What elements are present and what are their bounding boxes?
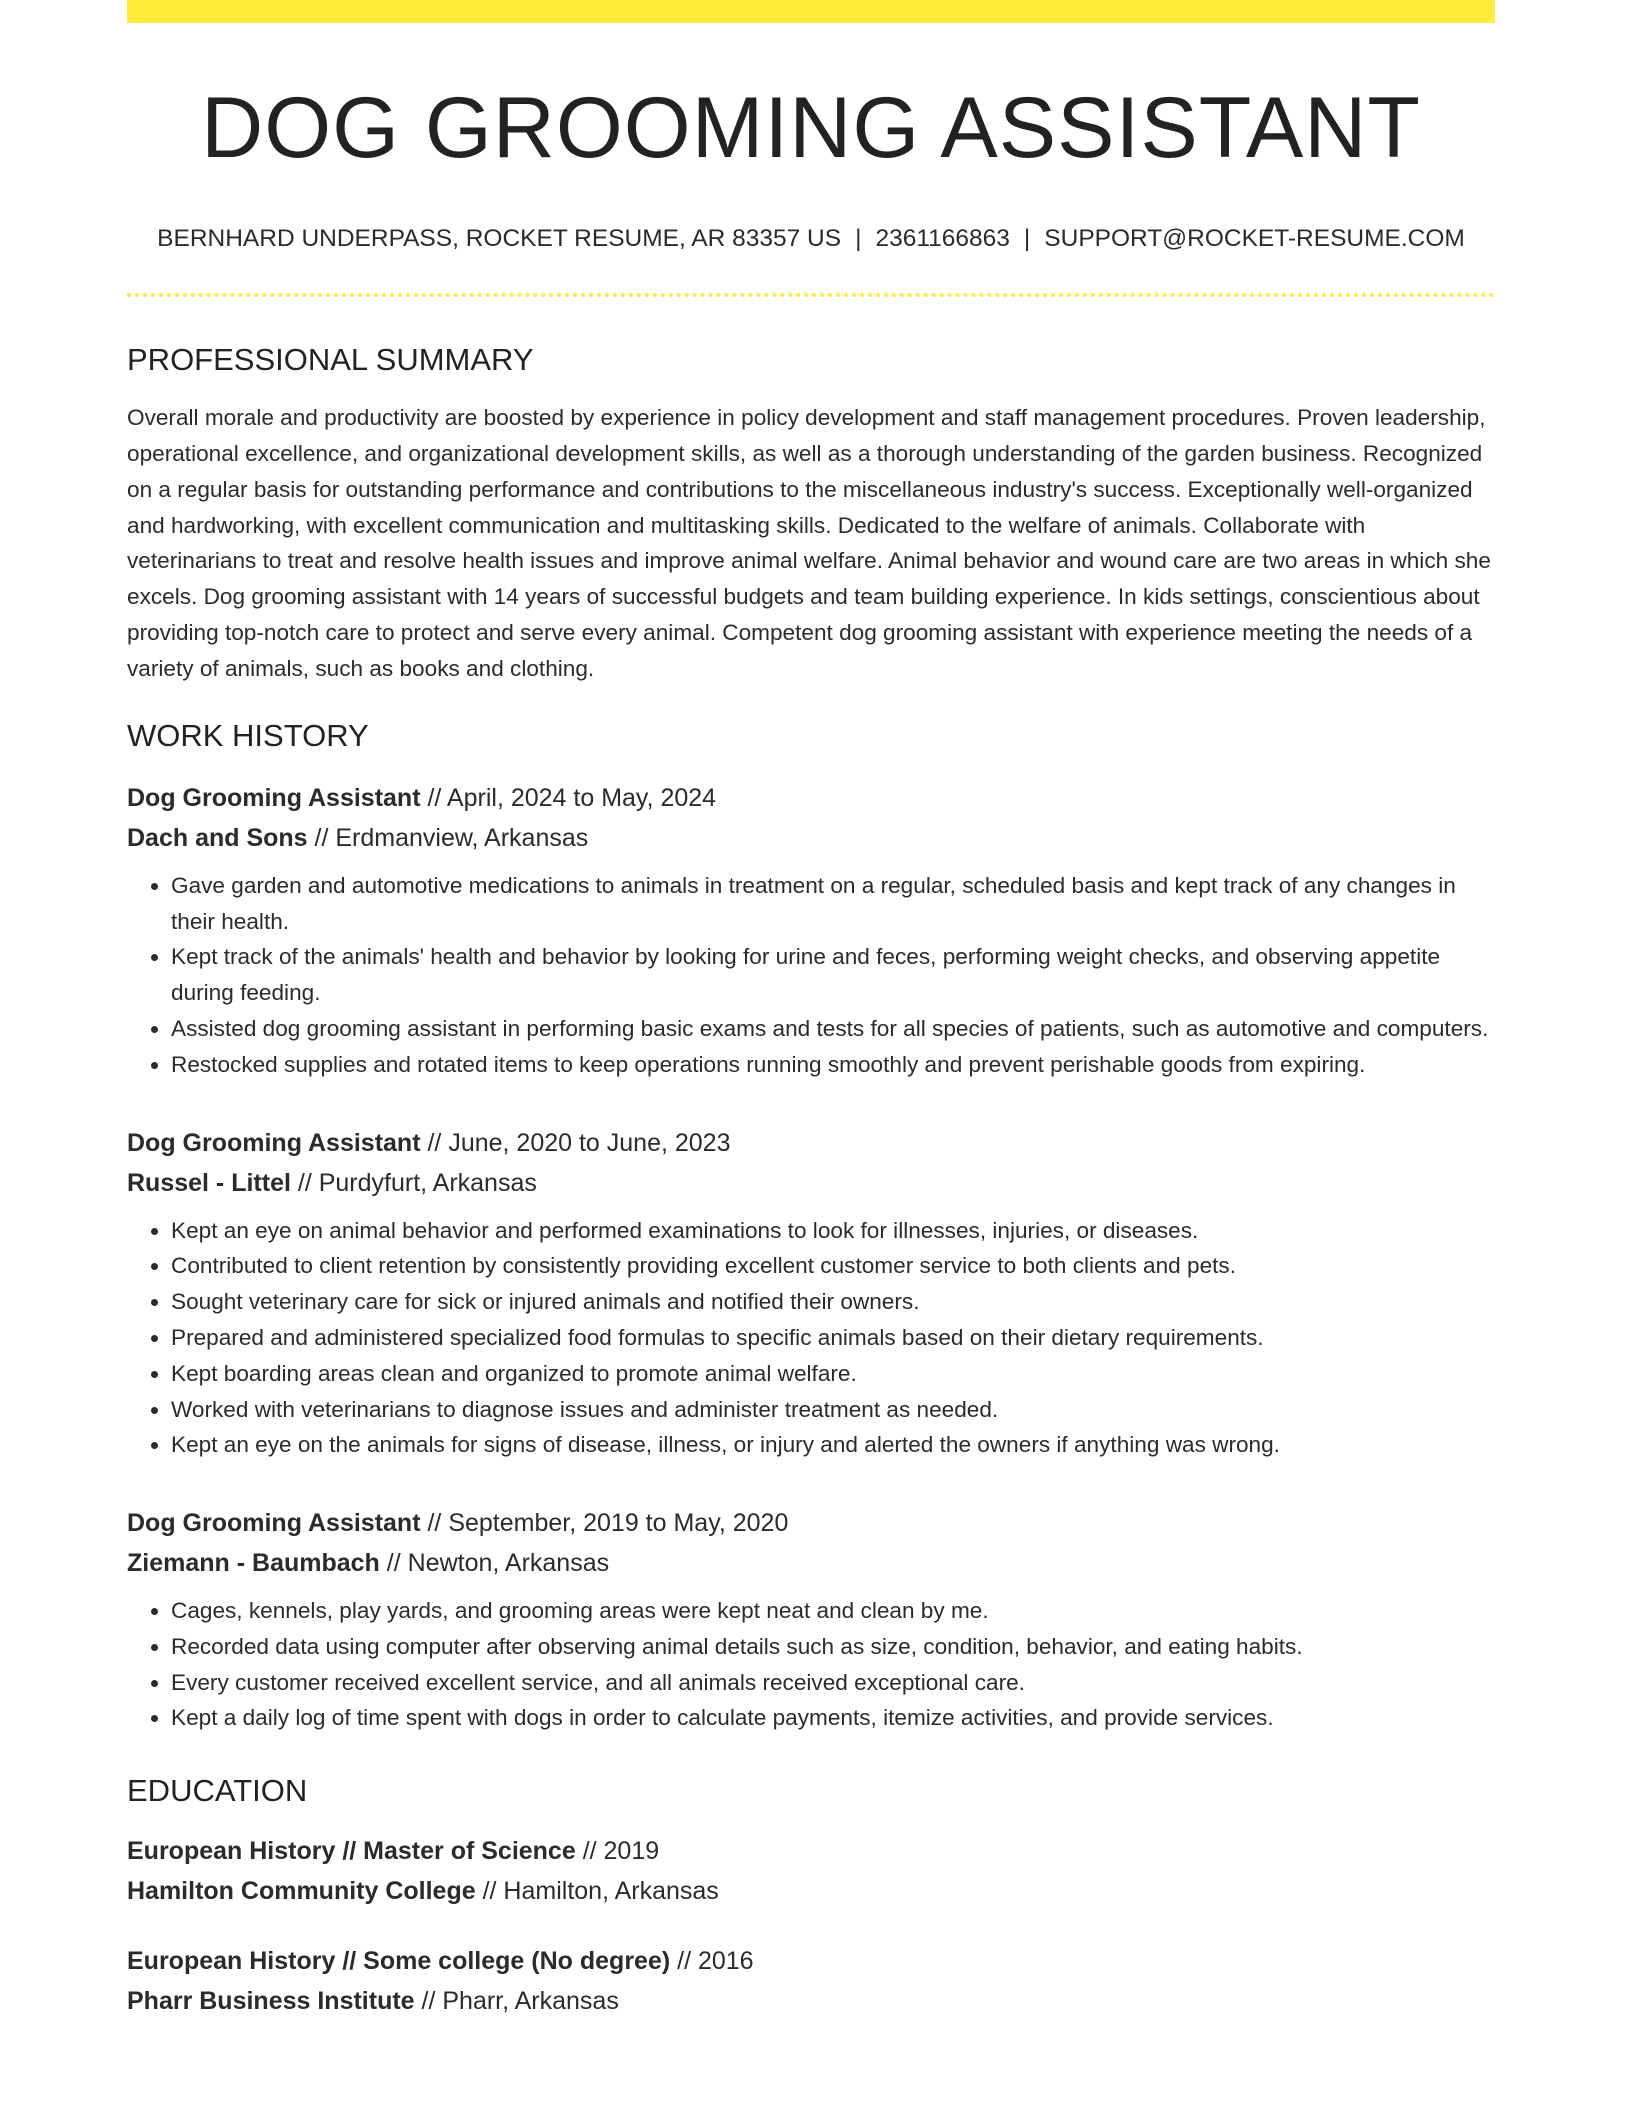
job-role: Dog Grooming Assistant bbox=[127, 1128, 421, 1157]
job-dates: // June, 2020 to June, 2023 bbox=[420, 1128, 731, 1157]
job-entry bbox=[127, 1123, 1495, 1464]
job-bullets bbox=[127, 1213, 1495, 1464]
job-location: // Erdmanview, Arkansas bbox=[307, 823, 589, 852]
education-school: Pharr Business Institute bbox=[127, 1987, 415, 2016]
education-entry bbox=[127, 1941, 1495, 2021]
education-entry bbox=[127, 1831, 1495, 1911]
resume-title: DOG GROOMING ASSISTANT bbox=[201, 80, 1421, 176]
job-bullet: • Every customer received excellent service, and all animals received exceptional care. bbox=[171, 1665, 1495, 1701]
job-location: // Purdyfurt, Arkansas bbox=[290, 1168, 537, 1197]
job-company: Dach and Sons bbox=[127, 823, 308, 852]
education-year: // 2019 bbox=[575, 1837, 660, 1866]
job-bullet: • Restocked supplies and rotated items to keep operations running smoothly and prevent perishable goods from expiring. bbox=[171, 1047, 1495, 1083]
job-bullet: • Prepared and administered specialized food formulas to specific animals based on their dietary requirements. bbox=[171, 1320, 1495, 1356]
contact-phone: 2361166863 bbox=[875, 224, 1010, 252]
job-bullet: • Recorded data using computer after observing animal details such as size, condition, behavior, and eating habits. bbox=[171, 1629, 1495, 1665]
job-entry bbox=[127, 778, 1495, 1083]
job-bullet: • Cages, kennels, play yards, and grooming areas were kept neat and clean by me. bbox=[171, 1593, 1495, 1629]
job-bullet: • Kept track of the animals' health and behavior by looking for urine and feces, performing weight checks, and observing appetite during feeding. bbox=[171, 939, 1495, 1011]
education-degree: European History // Master of Science bbox=[127, 1837, 576, 1866]
education-school-line bbox=[127, 1981, 1495, 2021]
contact-address: BERNHARD UNDERPASS, ROCKET RESUME, AR 83357 US bbox=[157, 224, 842, 252]
summary-heading: PROFESSIONAL SUMMARY bbox=[127, 341, 534, 377]
job-company-line bbox=[127, 818, 1495, 858]
education-school-line bbox=[127, 1871, 1495, 1911]
job-bullet: • Worked with veterinarians to diagnose issues and administer treatment as needed. bbox=[171, 1392, 1495, 1428]
contact-line bbox=[127, 224, 1495, 253]
job-bullet: • Gave garden and automotive medications to animals in treatment on a regular, scheduled basis and kept track of any changes in their health. bbox=[171, 868, 1495, 940]
education-degree-line bbox=[127, 1941, 1495, 1981]
job-bullet: • Assisted dog grooming assistant in performing basic exams and tests for all species of patients, such as automotive and computers. bbox=[171, 1011, 1495, 1047]
education-school: Hamilton Community College bbox=[127, 1877, 476, 1906]
job-company: Ziemann - Baumbach bbox=[127, 1549, 380, 1578]
job-bullet: • Kept an eye on the animals for signs of disease, illness, or injury and alerted the owners if anything was wrong. bbox=[171, 1427, 1495, 1463]
education-heading: EDUCATION bbox=[127, 1773, 308, 1809]
education-degree-line bbox=[127, 1831, 1495, 1871]
contact-email: SUPPORT@ROCKET-RESUME.COM bbox=[1044, 224, 1465, 252]
job-location: // Newton, Arkansas bbox=[379, 1549, 610, 1578]
contact-separator: | bbox=[1023, 224, 1031, 252]
summary-text: Overall morale and productivity are boosted by experience in policy development and staff management procedures. Proven leadership, operational excellence, and organizational development skills, as well as a thorough understanding of the garden business. Recognized on a regular basis for outstanding performance and contributions to the miscellaneous industry's success. Exceptionally well-organized and hardworking, with excellent communication and multitasking skills. Dedicated to the welfare of animals. Collaborate with veterinarians to treat and resolve health issues and improve animal welfare. Animal behavior and wound care are two areas in which she excels. Dog grooming assistant with 14 years of successful budgets and team building experience. In kids settings, conscientious about providing top-notch care to protect and serve every animal. Competent dog grooming assistant with experience meeting the needs of a variety of animals, such as books and clothing. bbox=[127, 405, 1491, 681]
job-bullet: • Kept an eye on animal behavior and performed examinations to look for illnesses, injuries, or diseases. bbox=[171, 1213, 1495, 1249]
job-bullets bbox=[127, 868, 1495, 1083]
job-role-line bbox=[127, 1123, 1495, 1163]
resume-page bbox=[127, 0, 1495, 2021]
job-bullet: • Sought veterinary care for sick or injured animals and notified their owners. bbox=[171, 1284, 1495, 1320]
job-bullet: • Kept a daily log of time spent with dogs in order to calculate payments, itemize activities, and provide services. bbox=[171, 1700, 1495, 1736]
job-company-line bbox=[127, 1163, 1495, 1203]
education-year: // 2016 bbox=[670, 1947, 754, 1976]
job-dates: // September, 2019 to May, 2020 bbox=[420, 1509, 789, 1538]
job-bullet: • Contributed to client retention by consistently providing excellent customer service to both clients and pets. bbox=[171, 1248, 1495, 1284]
job-role-line bbox=[127, 1503, 1495, 1543]
job-bullet: • Kept boarding areas clean and organized to promote animal welfare. bbox=[171, 1356, 1495, 1392]
education-location: // Pharr, Arkansas bbox=[414, 1987, 619, 2016]
job-role-line bbox=[127, 778, 1495, 818]
job-entry bbox=[127, 1503, 1495, 1736]
accent-bar bbox=[127, 0, 1495, 23]
job-role: Dog Grooming Assistant bbox=[127, 1509, 421, 1538]
job-company-line bbox=[127, 1543, 1495, 1583]
dotted-divider bbox=[127, 293, 1495, 297]
contact-separator: | bbox=[855, 224, 862, 252]
education-degree: European History // Some college (No degree) bbox=[127, 1947, 671, 1976]
job-bullets bbox=[127, 1593, 1495, 1736]
job-role: Dog Grooming Assistant bbox=[127, 783, 421, 812]
work-history-heading: WORK HISTORY bbox=[127, 717, 369, 753]
job-company: Russel - Littel bbox=[127, 1168, 291, 1197]
education-location: // Hamilton, Arkansas bbox=[475, 1877, 719, 1906]
job-dates: // April, 2024 to May, 2024 bbox=[420, 783, 717, 812]
